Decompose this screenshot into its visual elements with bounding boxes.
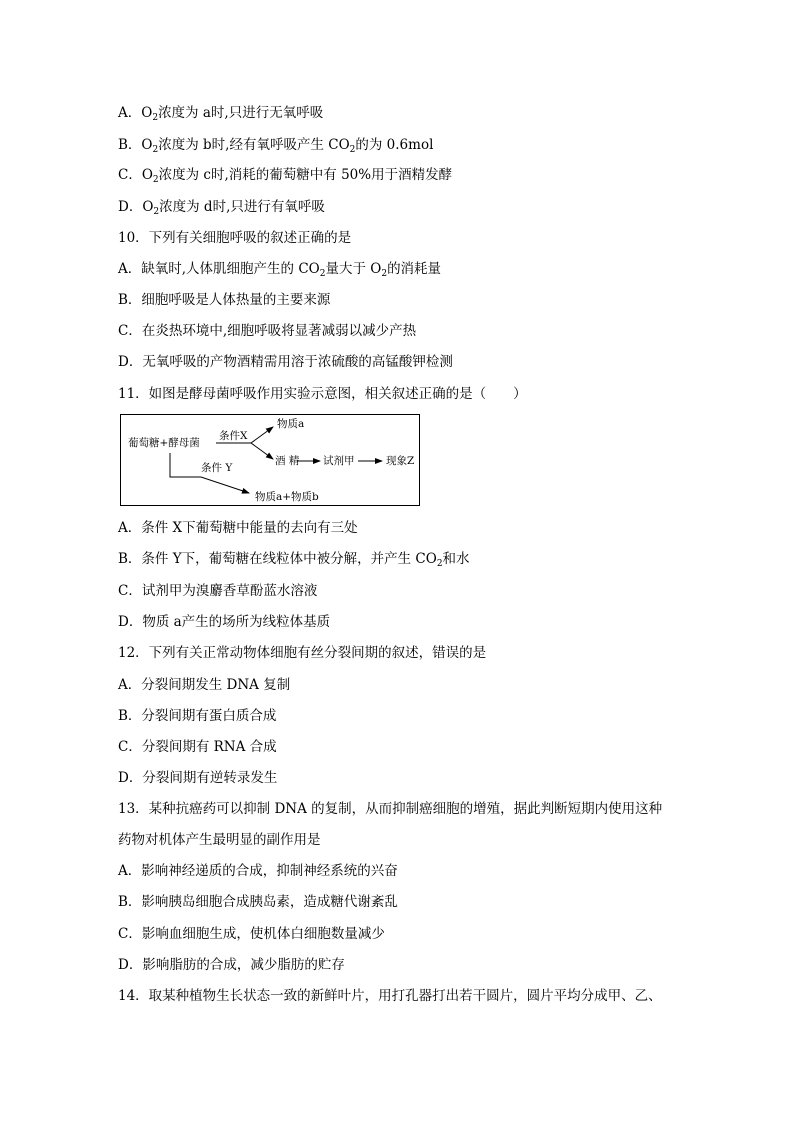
text-line-q10-stem — [118, 229, 351, 247]
text-line-q13-b — [118, 893, 398, 911]
text-segment: A．分裂间期发生 DNA 复制 — [118, 677, 291, 693]
subscript: 2 — [436, 559, 443, 569]
text-segment: A．条件 X下葡萄糖中能量的去向有三处 — [118, 520, 358, 536]
text-line-q11-b — [118, 550, 470, 568]
text-line-q11-d — [118, 613, 330, 631]
text-segment: 浓度为 c时,消耗的葡萄糖中有 50%用于酒精发酵 — [158, 167, 453, 183]
text-segment: C．试剂甲为溴麝香草酚蓝水溶液 — [118, 583, 318, 599]
text-line-q12-c — [118, 738, 277, 756]
text-line-q12-b — [118, 707, 276, 725]
text-segment: 14．取某种植物生长状态一致的新鲜叶片，用打孔器打出若干圆片，圆片平均分成甲、乙、 — [118, 988, 662, 1004]
text-segment: D．分裂间期有逆转录发生 — [118, 770, 278, 786]
text-segment: 12．下列有关正常动物体细胞有丝分裂间期的叙述，错误的是 — [118, 645, 487, 661]
label-condition-y: 条件 Y — [201, 462, 233, 474]
text-line-q11-stem — [118, 385, 527, 403]
label-reagent-jia: 试剂甲 — [323, 455, 355, 467]
text-segment: B．细胞呼吸是人体热量的主要来源 — [118, 292, 331, 308]
text-line-q10-b — [118, 291, 330, 309]
text-line-q11-a — [118, 519, 358, 537]
text-line-q13-c — [118, 925, 385, 943]
text-segment: 浓度为 a时,只进行无氧呼吸 — [158, 105, 324, 121]
subscript: 2 — [381, 269, 388, 279]
text-line-q13-stem-1 — [118, 800, 662, 818]
text-segment: A．O — [118, 105, 153, 121]
text-segment: 浓度为 b时,经有氧呼吸产生 CO — [158, 137, 350, 153]
text-segment: 10．下列有关细胞呼吸的叙述正确的是 — [118, 230, 352, 246]
text-line-q13-d — [118, 956, 345, 974]
subscript: 2 — [153, 207, 160, 217]
text-segment: 13．某种抗癌药可以抑制 DNA 的复制，从而抑制癌细胞的增殖，据此判断短期内使用这种 — [118, 801, 663, 817]
text-line-q9-d — [118, 198, 325, 216]
text-line-q13-a — [118, 862, 398, 880]
text-segment: 的为 0.6mol — [355, 137, 434, 153]
text-line-q9-a — [118, 104, 323, 122]
text-line-q12-a — [118, 676, 290, 694]
text-segment: 量大于 O — [325, 261, 382, 277]
text-line-q9-b — [118, 136, 433, 154]
text-segment: B．O — [118, 137, 153, 153]
text-line-q10-c — [118, 322, 416, 340]
text-segment: C．在炎热环境中,细胞呼吸将显著减弱以减少产热 — [118, 323, 417, 339]
text-segment: C．O — [118, 167, 153, 183]
label-condition-x: 条件X — [219, 430, 248, 442]
text-segment: 11．如图是酵母菌呼吸作用实验示意图，相关叙述正确的是（ ） — [118, 386, 527, 402]
text-line-q11-c — [118, 582, 317, 600]
label-glucose-yeast: 葡萄糖+酵母菌 — [128, 437, 200, 449]
label-phenomenon-z: 现象Z — [386, 455, 415, 467]
text-line-q10-a — [118, 260, 441, 278]
text-line-q9-c — [118, 166, 452, 184]
label-alcohol: 酒 精 — [275, 455, 300, 467]
subscript: 2 — [152, 145, 159, 155]
text-line-q12-stem — [118, 644, 486, 662]
subscript: 2 — [319, 269, 326, 279]
subscript: 2 — [152, 175, 159, 185]
label-substance-a: 物质a — [277, 418, 305, 430]
yeast-respiration-diagram — [120, 414, 420, 506]
text-line-q13-stem-2 — [118, 831, 321, 849]
text-segment: D．影响脂肪的合成，减少脂肪的贮存 — [118, 957, 345, 973]
text-line-q10-d — [118, 353, 453, 371]
arrow-to-substance-a — [251, 427, 273, 443]
subscript: 2 — [152, 113, 159, 123]
text-segment: D．O — [118, 199, 154, 215]
text-segment: A．缺氧时,人体肌细胞产生的 CO — [118, 261, 320, 277]
text-segment: 浓度为 d时,只进行有氧呼吸 — [159, 199, 325, 215]
text-segment: B．影响胰岛细胞合成胰岛素，造成糖代谢紊乱 — [118, 894, 398, 910]
text-segment: C．分裂间期有 RNA 合成 — [118, 739, 277, 755]
text-segment: B．条件 Y下，葡萄糖在线粒体中被分解，并产生 CO — [118, 551, 437, 567]
text-segment: D．物质 a产生的场所为线粒体基质 — [118, 614, 331, 630]
arrow-to-alcohol — [251, 443, 273, 459]
text-segment: C．影响血细胞生成，使机体白细胞数量减少 — [118, 926, 385, 942]
subscript: 2 — [349, 145, 356, 155]
text-line-q14-stem — [118, 987, 662, 1005]
text-segment: 药物对机体产生最明显的副作用是 — [118, 832, 321, 848]
text-segment: 的消耗量 — [387, 261, 442, 277]
text-segment: A．影响神经递质的合成，抑制神经系统的兴奋 — [118, 863, 398, 879]
text-segment: D．无氧呼吸的产物酒精需用溶于浓硫酸的高锰酸钾检测 — [118, 354, 453, 370]
text-segment: 和水 — [442, 551, 470, 567]
text-line-q12-d — [118, 769, 277, 787]
label-products-y: 物质a+物质b — [255, 491, 319, 503]
text-segment: B．分裂间期有蛋白质合成 — [118, 708, 277, 724]
